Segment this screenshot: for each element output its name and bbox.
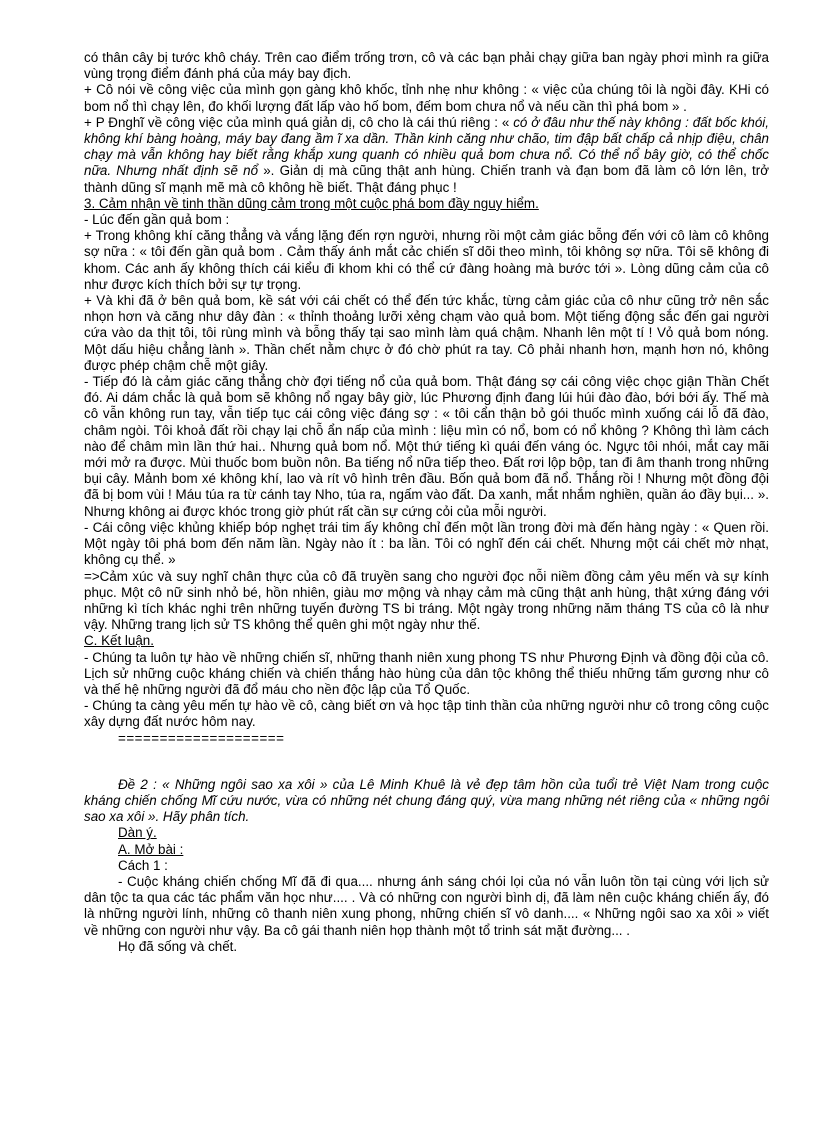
- paragraph: =>Cảm xúc và suy nghĩ chân thực của cô đã truyền sang cho người đọc nỗi niềm đồng cảm yêu mến và sự kính phục. Một cô nữ sinh nhỏ bé, hồn nhiên, giàu mơ mộng và nhạy cảm mà cũng thật anh hùng, thật xứng đáng với những kì tích khác nghi trên những tuyến đường TS bi tráng. Một ngày trong những năm tháng TS của cô là như vậy. Những trang lịch sử TS không thể quên ghi một ngày như thế.: [84, 568, 769, 633]
- paragraph: Họ đã sống và chết.: [118, 938, 238, 954]
- conclusion-heading: C. Kết luận.: [84, 633, 154, 649]
- separator: ====================: [118, 730, 285, 746]
- paragraph: + Cô nói về công việc của mình gọn gàng khô khốc, tỉnh nhẹ như không : « việc của chúng tôi là ngồi đây. KHi có bom nổ thì chạy lên, đo khối lượng đất lấp vào hố bom, đếm bom chưa nổ và nếu cần thì phá bom » .: [84, 82, 769, 114]
- paragraph: - Cuộc kháng chiến chống Mĩ đã đi qua.... nhưng ánh sáng chói lọi của nó vẫn luôn tồn tại cùng với lịch sử dân tộc ta qua các tác phẩm văn học như.... . Và có những con người bình dị, đã làm nên cuộc kháng chiến ấy, đó là những người lính, những cô thanh niên xung phong, những chiến sĩ vô danh.... « Những ngôi sao xa xôi » viết về những con người như vậy. Ba cô gái thanh niên họp thành một tổ trinh sát mặt đường... .: [84, 873, 769, 938]
- paragraph: - Tiếp đó là cảm giác căng thẳng chờ đợi tiếng nổ của quả bom. Thật đáng sợ cái công việc chọc giận Thần Chết đó. Ai dám chắc là quả bom sẽ không nổ ngay bây giờ, lúc Phương định đang lúi húi đào đào, bới bới ấy. Thế mà cô vẫn không run tay, vẫn tiếp tục cái công việc đáng sợ : « tôi cẩn thận bỏ gói thuốc mình xuống cái lỗ đã đào, châm ngòi. Tôi khoả đất rồi chạy lại chỗ ẩn nấp của mình : liệu mìn có nổ, bom có nổ không ? Không thì làm cách nào để châm mìn lần thứ hai.. Nhưng quả bom nổ. Một thứ tiếng kì quái đến váng óc. Ngực tôi nhói, mắt cay mãi mới mở ra được. Mùi thuốc bom buồn nôn. Ba tiếng nổ nữa tiếp theo. Đất rơi lộp bộp, tan đi âm thanh trong những bụi cây. Mảnh bom xé không khí, lao và rít vô hình trên đầu. Bốn quả bom đã nổ. Thắng rồi ! Nhưng một đồng đội đã bị bom vùi ! Máu túa ra từ cánh tay Nho, túa ra, ngấm vào đất. Da xanh, mắt nhắm nghiền, quần áo đầy bụi... ». Nhưng không ai được khóc trong giờ phút rất cần sự cứng cỏi của mỗi người.: [84, 374, 769, 519]
- method-label: Cách 1 :: [118, 857, 168, 873]
- paragraph: có thân cây bị tước khô cháy. Trên cao điểm trống trơn, cô và các bạn phải chạy giữa ban ngày phơi mình ra giữa vùng trọng điểm đánh phá của máy bay địch.: [84, 50, 769, 82]
- text-run: + P Đnghĩ về công việc của mình quá giản dị, cô cho là cái thú riêng : «: [84, 114, 514, 130]
- paragraph: - Lúc đến gần quả bom :: [84, 212, 230, 228]
- italic-quote: có ở đâu như thế này không : đất bốc khói, không khí bàng hoàng, máy bay đang ầm ĩ xa dần. Thần kinh căng như chão, tim đập bất chấp cả nhịp điệu, chân chạy mà vẫn không hay biết rằng khắp xung quanh có nhiều quả bom chưa nổ. Có thể nổ bây giờ, có thể chốc nữa. Nhưng nhất định sẽ nổ: [84, 114, 769, 179]
- essay-prompt: Đề 2 : « Những ngôi sao xa xôi » của Lê Minh Khuê là vẻ đẹp tâm hồn của tuổi trẻ Việt Nam trong cuộc kháng chiến chống Mĩ cứu nước, vừa có những nét chung đáng quý, vừa mang những nét riêng của « những ngôi sao xa xôi ». Hãy phân tích.: [84, 776, 769, 825]
- paragraph: - Chúng ta luôn tự hào về những chiến sĩ, những thanh niên xung phong TS như Phương Định và đồng đội của cô. Lịch sử những cuộc kháng chiến và chiến thắng hào hùng của dân tộc không thể thiếu những tấm gương như cô và thế hệ những người đã đổ máu cho nền độc lập của Tổ Quốc.: [84, 649, 769, 697]
- document-page: [84, 50, 769, 955]
- text-run: ». Giản dị mà cũng thật anh hùng. Chiến tranh và đạn bom đã làm cô lớn lên, trở thành dũng sĩ mạnh mẽ mà cô không hề biết. Thật đáng phục !: [84, 163, 769, 195]
- paragraph: [84, 115, 769, 196]
- spacer: [84, 747, 769, 777]
- paragraph: + Và khi đã ở bên quả bom, kề sát với cái chết có thể đến tức khắc, từng cảm giác của cô như cũng trở nên sắc nhọn hơn và căng như dây đàn : « thỉnh thoảng lưỡi xẻng chạm vào quả bom. Một tiếng động sắc đến gai người cứa vào da thịt tôi, tôi rùng mình và bỗng thấy tại sao mình làm quá chậm. Nhanh lên một tí ! Vỏ quả bom nóng. Một dấu hiệu chẳng lành ». Thần chết nằm chực ở đó chờ phút ra tay. Cô phải nhanh hơn, mạnh hơn nó, không được phép chậm chễ một giây.: [84, 293, 769, 373]
- intro-heading: A. Mở bài :: [118, 841, 184, 857]
- paragraph: + Trong không khí căng thẳng và vắng lặng đến rợn người, nhưng rồi một cảm giác bỗng đến với cô làm cô không sợ nữa : « tôi đến gần quả bom . Cảm thấy ánh mắt cảc chiến sĩ dõi theo mình, tôi không sợ nữa. Tôi sẽ không đi khom. Các anh ấy không thích cái kiểu đi khom khi có thể cứ đàng hoàng mà bước tới ». Lòng dũng cảm của cô như được kích thích bởi sự tự trọng.: [84, 228, 769, 292]
- paragraph: - Cái công việc khủng khiếp bóp nghẹt trái tim ấy không chỉ đến một lần trong đời mà đến hàng ngày : « Quen rồi. Một ngày tôi phá bom đến năm lần. Ngày nào ít : ba lần. Tôi có nghĩ đến cái chết. Nhưng một cái chết mờ nhạt, không cụ thể. »: [84, 519, 769, 568]
- paragraph: - Chúng ta càng yêu mến tự hào về cô, càng biết ơn và học tập tinh thần của những người như cô trong công cuộc xây dựng đất nước hôm nay.: [84, 698, 769, 730]
- outline-heading: Dàn ý.: [118, 825, 157, 841]
- section-heading: 3. Cảm nhận về tinh thần dũng cảm trong một cuộc phá bom đầy nguy hiểm.: [84, 195, 539, 211]
